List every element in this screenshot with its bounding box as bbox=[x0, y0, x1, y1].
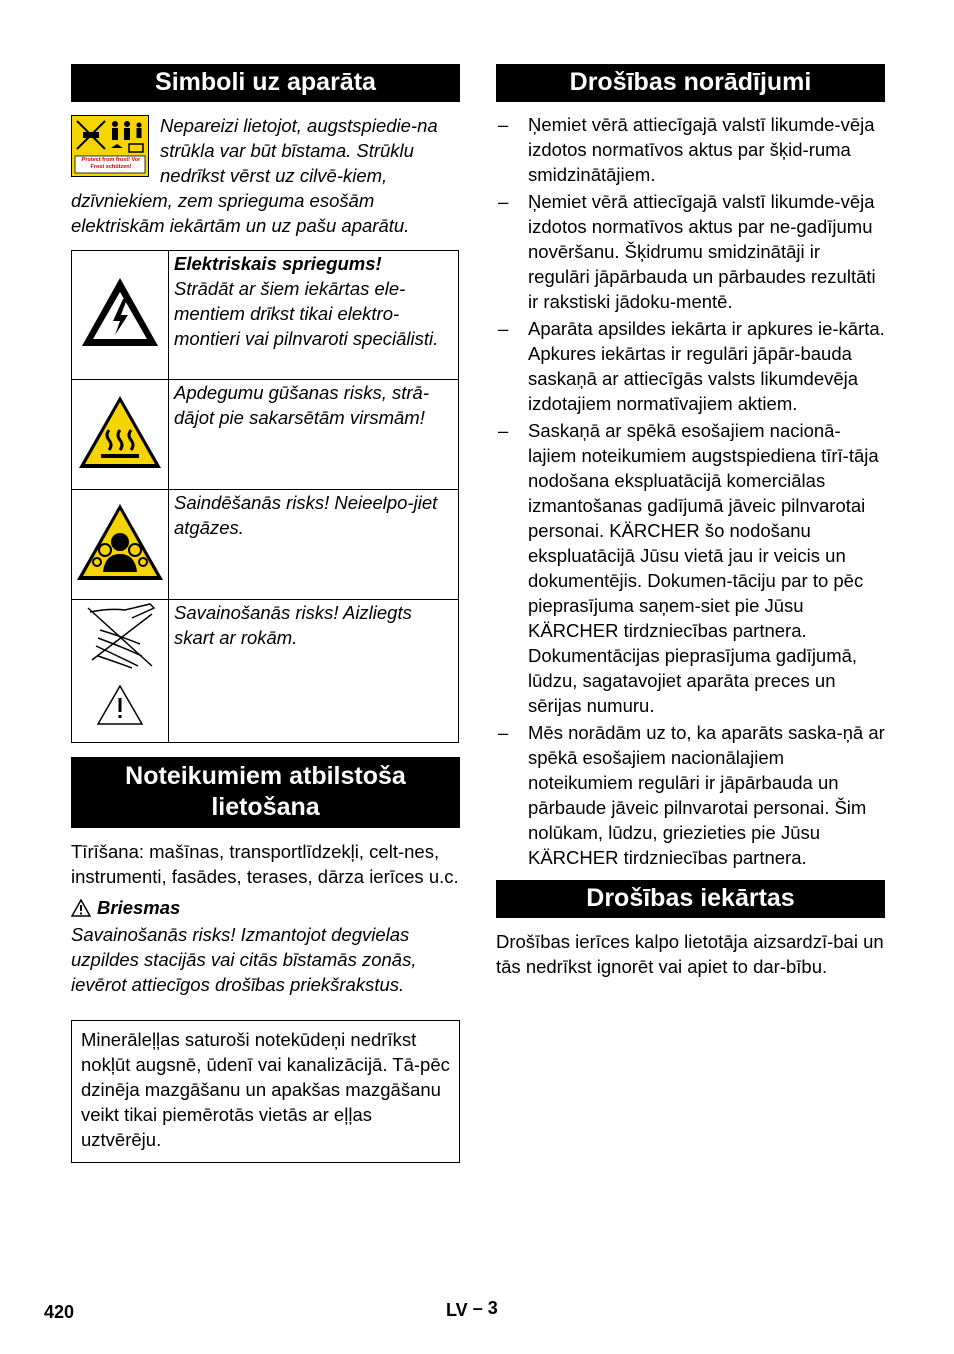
danger-label-row bbox=[71, 895, 460, 920]
symbols-table bbox=[71, 250, 459, 743]
devices-text: Drošības ierīces kalpo lietotāja aizsardzī-bai un tās nedrīkst ignorēt vai apiet to dar-bību. bbox=[496, 931, 884, 977]
symbol-row bbox=[72, 251, 459, 380]
symbol-text: Saindēšanās risks! Neieelpo-jiet atgāzes. bbox=[174, 492, 438, 538]
safety-list bbox=[496, 112, 885, 870]
list-item: – Ņemiet vērā attiecīgajā valstī likumde-vēja izdotos normatīvos aktus par ne-gadījumu novēršanu. Šķidrumu smidzinātāji ir regulāri jāpārbauda un pārbaudes rezultāti ir rakstiski jādoku-mentē. bbox=[498, 191, 876, 312]
toxic-gas-icon bbox=[75, 502, 165, 582]
symbol-title: Elektriskais spriegums! bbox=[174, 253, 382, 274]
list-item: – Aparāta apsildes iekārta ir apkures ie-kārta. Apkures iekārtas ir regulāri jāpār-bauda saskaņā ar attiecīgās valsts likumdevēja izdotajiem normatīvajiem aktiem. bbox=[498, 318, 885, 414]
sub-page-number: – 3 bbox=[472, 1298, 498, 1318]
page-footer-label bbox=[446, 1298, 498, 1323]
symbol-text: Apdegumu gūšanas risks, strā-dājot pie sakarsētām virsmām! bbox=[174, 382, 430, 428]
list-item: – Ņemiet vērā attiecīgajā valstī likumde-vēja izdotos normatīvos aktus par šķid-ruma smidzinātājiem. bbox=[498, 114, 875, 185]
warning-triangle-icon bbox=[71, 899, 91, 917]
environment-note-box bbox=[71, 1020, 460, 1163]
frost-label: Protect from frost! Vor Frost schützen! bbox=[81, 157, 141, 170]
usage-heading: Noteikumiem atbilstoša lietošana bbox=[71, 757, 460, 828]
intro-text: Nepareizi lietojot, augstspiedie-na strūkla var būt bīstama. Strūklu nedrīkst vērst uz cilvē-kiem, dzīvniekiem, zem sprieguma esošām elektriskām iekārtām un uz pašu aparātu. bbox=[71, 115, 438, 236]
symbol-row bbox=[72, 380, 459, 490]
no-touch-hand-icon bbox=[80, 600, 160, 736]
symbol-text: Savainošanās risks! Aizliegts skart ar rokām. bbox=[174, 602, 412, 648]
language-code: LV bbox=[446, 1300, 468, 1320]
symbols-heading: Simboli uz aparāta bbox=[71, 64, 460, 102]
symbols-intro bbox=[71, 113, 460, 238]
environment-note-text: Minerāleļļas saturoši notekūdeņi nedrīkst nokļūt augsnē, ūdenī vai kanalizācijā. Tā-pēc dzinēja mazgāšanu un apakšas mazgāšanu veikt tikai piemērotās vietās ar eļļas uztvērēju. bbox=[81, 1029, 450, 1150]
danger-label: Briesmas bbox=[97, 897, 181, 918]
left-column bbox=[71, 64, 460, 1163]
electric-voltage-icon bbox=[79, 275, 161, 349]
symbol-text: Strādāt ar šiem iekārtas ele-mentiem drīkst tikai elektro-montieri vai pilnvaroti speciālisti. bbox=[174, 278, 439, 349]
symbol-row bbox=[72, 490, 459, 600]
devices-heading: Drošības iekārtas bbox=[496, 880, 885, 918]
danger-text: Savainošanās risks! Izmantojot degvielas uzpildes stacijās vai citās bīstamās zonās, ievērot attiecīgos drošības priekšrakstus. bbox=[71, 924, 417, 995]
safety-heading: Drošības norādījumi bbox=[496, 64, 885, 102]
list-item: – Mēs norādām uz to, ka aparāts saska-ņā ar spēkā esošajiem nacionālajiem noteikumiem regulāri ir jāpārbauda un pārbaude jāveic pilnvarotai personai. Šim nolūkam, lūdzu, griezieties pie Jūsu KÄRCHER tirdzniecības partnera. bbox=[498, 722, 885, 868]
list-item: – Saskaņā ar spēkā esošajiem nacionā-lajiem noteikumiem augstspiediena tīrī-tāja nodošana ekspluatācijā komerciālas izmantošanas gadījumā jāveic pilnvarotai personai. KÄRCHER šo nodošanu ekspluatācijā Jūsu vietā jau ir veicis un dokumentējis. Dokumen-tāciju par to pēc pieprasījuma saņem-siet pie Jūsu KÄRCHER tirdzniecības partnera. Dokumentācijas pieprasījuma gadījumā, lūdzu, sagatavojiet aparāta preces un sērijas numuru. bbox=[498, 420, 879, 716]
usage-text: Tīrīšana: mašīnas, transportlīdzekļi, celt-nes, instrumenti, fasādes, terases, dārza ierīces u.c. bbox=[71, 841, 459, 887]
right-column bbox=[496, 64, 885, 979]
hot-surface-icon bbox=[77, 394, 163, 470]
symbol-row bbox=[72, 600, 459, 743]
page-number: 420 bbox=[44, 1302, 75, 1322]
